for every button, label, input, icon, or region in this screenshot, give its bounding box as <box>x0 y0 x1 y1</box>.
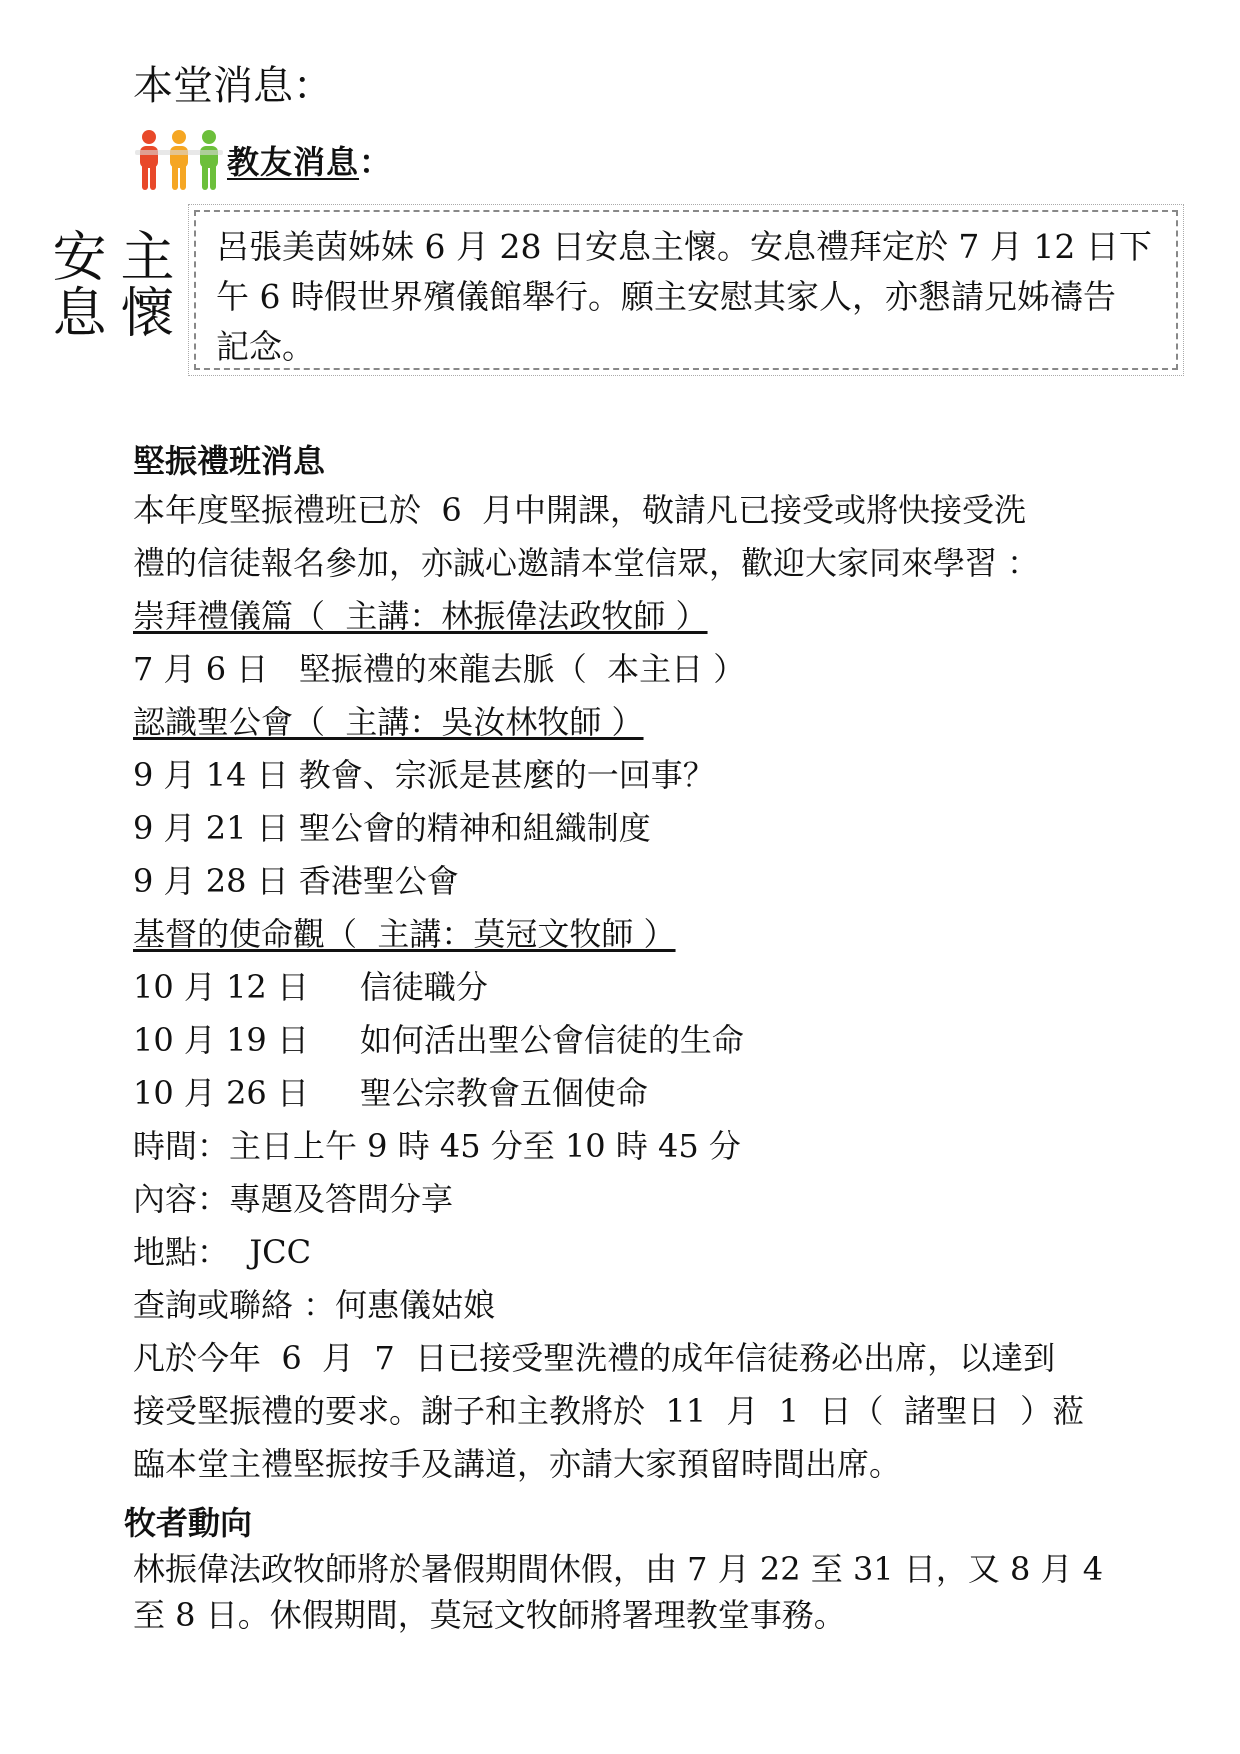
confirmation-line <box>133 855 1133 908</box>
confirmation-line <box>133 1173 1133 1226</box>
member-news-label: 教友消息： <box>227 143 393 181</box>
confirmation-line-text: 10 月 19 日 如何活出聖公會信徒的生命 <box>133 1021 744 1059</box>
confirmation-line-text: 9 月 28 日 香港聖公會 <box>133 862 459 900</box>
confirmation-line-text: 本年度堅振禮班已於 6 月中開課，敬請凡已接受或將快接受洗 <box>133 491 1027 529</box>
pastor-heading: 牧者動向 <box>124 1504 253 1542</box>
confirmation-line-text: 時間：主日上午 9 時 45 分至 10 時 45 分 <box>133 1127 741 1165</box>
confirmation-line <box>133 643 1133 696</box>
confirmation-line-text: 10 月 26 日 聖公宗教會五個使命 <box>133 1074 648 1112</box>
pastor-section <box>124 1500 1184 1638</box>
confirmation-heading: 堅振禮班消息 <box>133 442 326 480</box>
pastor-line: 至 8 日。休假期間，莫冠文牧師將署理教堂事務。 <box>133 1596 846 1634</box>
confirmation-line-text: 9 月 21 日 聖公會的精神和組織制度 <box>133 809 651 847</box>
confirmation-line <box>133 961 1133 1014</box>
obituary-line: 呂張美茵姊妹 6 月 28 日安息主懷。安息禮拜定於 7 月 12 日下 <box>216 227 1152 266</box>
three-people-icon <box>133 128 225 192</box>
course-title-line <box>133 908 1133 961</box>
confirmation-line <box>133 1438 1133 1491</box>
confirmation-line-text: 基督的使命觀（ 主講：莫冠文牧師 ） <box>133 915 676 953</box>
obituary-label-col-1: 主懷 <box>112 228 175 340</box>
obituary-label-col-2: 安息 <box>44 228 107 340</box>
confirmation-line-text: 接受堅振禮的要求。謝子和主教將於 11 月 1 日（ 諸聖日 ）蒞 <box>133 1392 1085 1430</box>
confirmation-line <box>133 537 1133 590</box>
confirmation-line-text: 崇拜禮儀篇（ 主講：林振偉法政牧師 ） <box>133 597 708 635</box>
confirmation-line-text: 凡於今年 6 月 7 日已接受聖洗禮的成年信徒務必出席，以達到 <box>133 1339 1056 1377</box>
confirmation-line-text: 9 月 14 日 教會、宗派是甚麼的一回事？ <box>133 756 715 794</box>
confirmation-line <box>133 749 1133 802</box>
confirmation-line-text: 地點： JCC <box>133 1233 312 1271</box>
confirmation-line-text: 10 月 12 日 信徒職分 <box>133 968 488 1006</box>
confirmation-line <box>133 1385 1133 1438</box>
page-title: 本堂消息： <box>133 63 333 109</box>
confirmation-line <box>133 1014 1133 1067</box>
course-title-line <box>133 696 1133 749</box>
confirmation-line-text: 查詢或聯絡 ：何惠儀姑娘 <box>133 1286 496 1324</box>
confirmation-line <box>133 802 1133 855</box>
confirmation-line-text: 禮的信徒報名參加，亦誠心邀請本堂信眾，歡迎大家同來學習 ： <box>133 544 1040 582</box>
confirmation-line <box>133 1067 1133 1120</box>
confirmation-line-text: 內容：專題及答問分享 <box>133 1180 454 1218</box>
member-news-heading <box>133 128 392 192</box>
confirmation-line <box>133 1279 1133 1332</box>
course-title-line <box>133 590 1133 643</box>
confirmation-lines <box>133 484 1133 1491</box>
confirmation-line <box>133 1120 1133 1173</box>
confirmation-class-section <box>133 438 1133 1491</box>
confirmation-line <box>133 1332 1133 1385</box>
confirmation-line-text: 臨本堂主禮堅振按手及講道，亦請大家預留時間出席。 <box>133 1445 902 1483</box>
confirmation-line-text: 認識聖公會（ 主講：吳汝林牧師 ） <box>133 703 644 741</box>
confirmation-line <box>133 484 1133 537</box>
obituary-vertical-label <box>44 228 175 340</box>
obituary-line: 記念。 <box>216 327 315 366</box>
confirmation-line-text: 7 月 6 日 堅振禮的來龍去脈（ 本主日 ） <box>133 650 746 688</box>
obituary-line: 午 6 時假世界殯儀館舉行。願主安慰其家人，亦懇請兄姊禱告 <box>216 277 1116 316</box>
confirmation-line <box>133 1226 1133 1279</box>
pastor-line: 林振偉法政牧師將於暑假期間休假，由 7 月 22 至 31 日，又 8 月 4 <box>133 1550 1104 1588</box>
obituary-notice-box <box>194 210 1178 370</box>
